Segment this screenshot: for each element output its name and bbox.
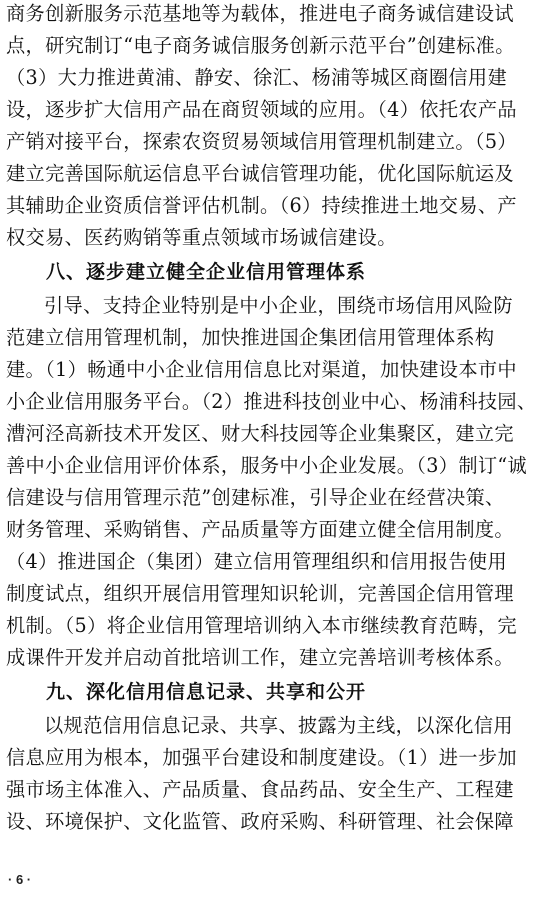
text-line: 权交易、医药购销等重点领域市场诚信建设。 <box>6 226 397 249</box>
text-line: 信建设与信用管理示范”创建标准，引导企业在经营决策、 <box>6 486 505 509</box>
text-line: 信息应用为根本，加强平台建设和制度建设。（1）进一步加 <box>6 746 517 769</box>
page-number: · 6 · <box>8 872 32 887</box>
text-line: 财务管理、采购销售、产品质量等方面建立健全信用制度。 <box>6 518 514 541</box>
text-line: 漕河泾高新技术开发区、财大科技园等企业集聚区，建立完 <box>6 422 514 445</box>
text-line: 善中小企业信用评价体系，服务中小企业发展。（3）制订“诚 <box>6 454 528 477</box>
text-line: 设，逐步扩大信用产品在商贸领域的应用。（4）依托农产品 <box>6 98 517 121</box>
text-line: （4）推进国企（集团）建立信用管理组织和信用报告使用 <box>6 550 507 573</box>
text-line: 设、环境保护、文化监管、政府采购、科研管理、社会保障 <box>6 810 514 833</box>
text-line: 强市场主体准入、产品质量、食品药品、安全生产、工程建 <box>6 778 514 801</box>
text-line: 建。（1）畅通中小企业信用信息比对渠道，加快建设本市中 <box>6 358 517 381</box>
section-heading: 九、深化信用信息记录、共享和公开 <box>46 681 367 703</box>
text-line: 引导、支持企业特别是中小企业，围绕市场信用风险防 <box>44 294 513 317</box>
text-line: 机制。（5）将企业信用管理培训纳入本市继续教育范畴，完 <box>6 614 517 637</box>
text-line: 范建立信用管理机制，加快推进国企集团信用管理体系构 <box>6 326 495 349</box>
text-line: 点，研究制订“电子商务诚信服务创新示范平台”创建标准。 <box>6 34 515 57</box>
text-line: 其辅助企业资质信誉评估机制。（6）持续推进土地交易、产 <box>6 194 517 217</box>
text-line: 产销对接平台，探索农资贸易领域信用管理机制建立。（5） <box>6 130 517 153</box>
text-line: 成课件开发并启动首批培训工作，建立完善培训考核体系。 <box>6 646 514 669</box>
section-heading: 八、逐步建立健全企业信用管理体系 <box>46 261 367 283</box>
text-line: 制度试点，组织开展信用管理知识轮训，完善国企信用管理 <box>6 582 514 605</box>
text-line: 以规范信用信息记录、共享、披露为主线，以深化信用 <box>44 714 513 737</box>
text-line: （3）大力推进黄浦、静安、徐汇、杨浦等城区商圈信用建 <box>6 66 507 89</box>
text-line: 小企业信用服务平台。（2）推进科技创业中心、杨浦科技园、 <box>6 390 537 413</box>
text-line: 建立完善国际航运信息平台诚信管理功能，优化国际航运及 <box>6 162 514 185</box>
text-line: 商务创新服务示范基地等为载体，推进电子商务诚信建设试 <box>6 2 514 25</box>
